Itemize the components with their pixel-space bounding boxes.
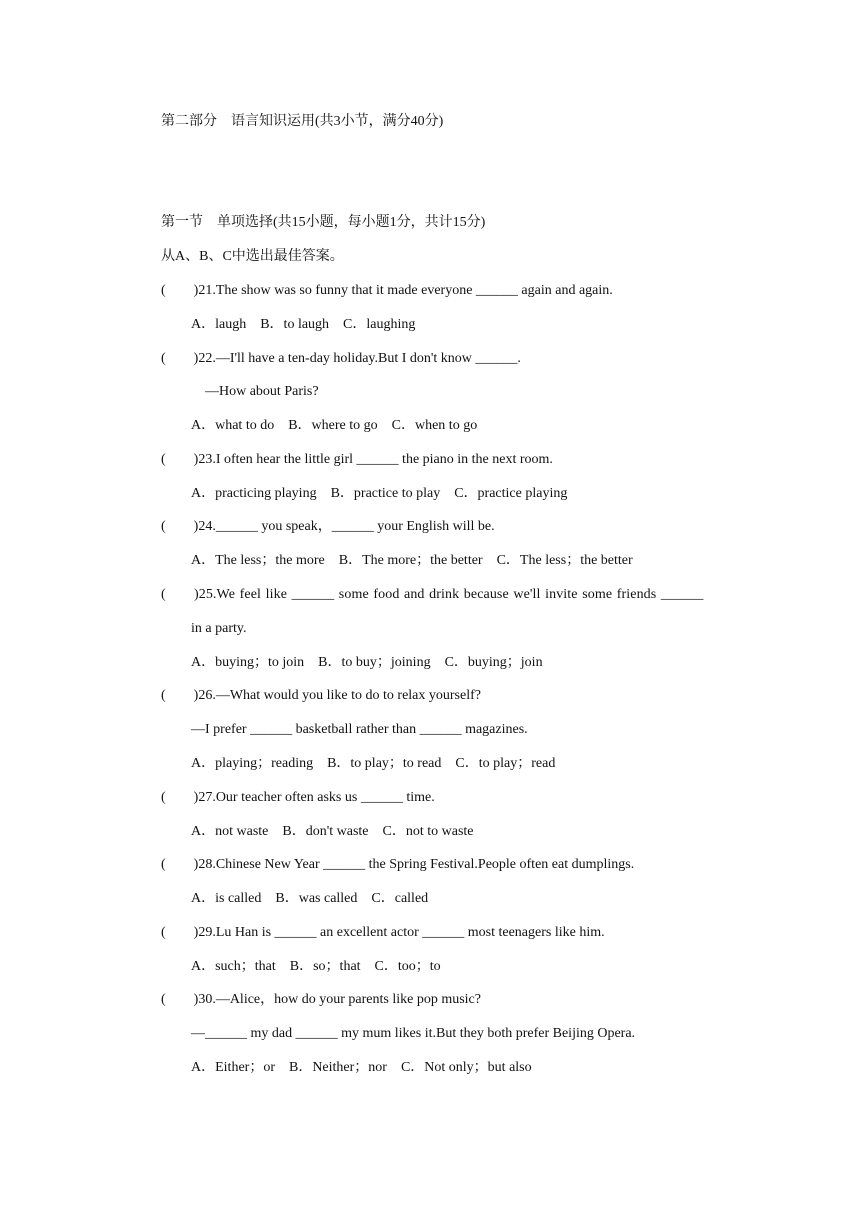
question-21-stem: ( )21.The show was so funny that it made everyone ______ again and again. [161,283,613,298]
question-29-options: A．such；that B．so；that C．too；to [191,959,441,974]
question-21-options: A．laugh B．to laugh C．laughing [191,317,416,332]
question-30-options: A．Either；or B．Neither；nor C．Not only；but also [191,1060,532,1075]
instruction-text: 从A、B、C中选出最佳答案。 [161,249,344,264]
part-title: 第二部分 语言知识运用(共3小节，满分40分) [161,114,444,129]
question-22-stem: ( )22.—I'll have a ten-day holiday.But I don't know ______. [161,351,521,366]
question-26-reply: —I prefer ______ basketball rather than ______ magazines. [191,722,528,737]
question-25-options: A．buying；to join B．to buy；joining C．buying；join [191,655,543,670]
question-30-stem: ( )30.—Alice，how do your parents like pop music? [161,992,481,1007]
question-26-options: A．playing；reading B．to play；to read C．to play；read [191,756,556,771]
question-22-reply: —How about Paris? [205,384,319,399]
question-28-options: A．is called B．was called C．called [191,891,429,906]
question-23-options: A．practicing playing B．practice to play C．practice playing [191,486,568,501]
question-25-stem: ( )25.We feel like ______ some food and drink because we'll invite some friends ______ [161,587,704,602]
question-27-options: A．not waste B．don't waste C．not to waste [191,824,474,839]
question-29-stem: ( )29.Lu Han is ______ an excellent actor ______ most teenagers like him. [161,925,605,940]
question-28-stem: ( )28.Chinese New Year ______ the Spring Festival.People often eat dumplings. [161,857,635,872]
question-24-options: A．The less；the more B．The more；the better C．The less；the better [191,553,633,568]
question-25-stem-continued: in a party. [191,621,247,636]
question-23-stem: ( )23.I often hear the little girl ______ the piano in the next room. [161,452,553,467]
question-22-options: A．what to do B．where to go C．when to go [191,418,478,433]
question-27-stem: ( )27.Our teacher often asks us ______ time. [161,790,435,805]
question-26-stem: ( )26.—What would you like to do to relax yourself? [161,688,481,703]
section-title: 第一节 单项选择(共15小题，每小题1分，共计15分) [161,215,486,230]
question-24-stem: ( )24.______ you speak，______ your English will be. [161,519,495,534]
question-30-reply: —______ my dad ______ my mum likes it.But they both prefer Beijing Opera. [191,1026,636,1041]
